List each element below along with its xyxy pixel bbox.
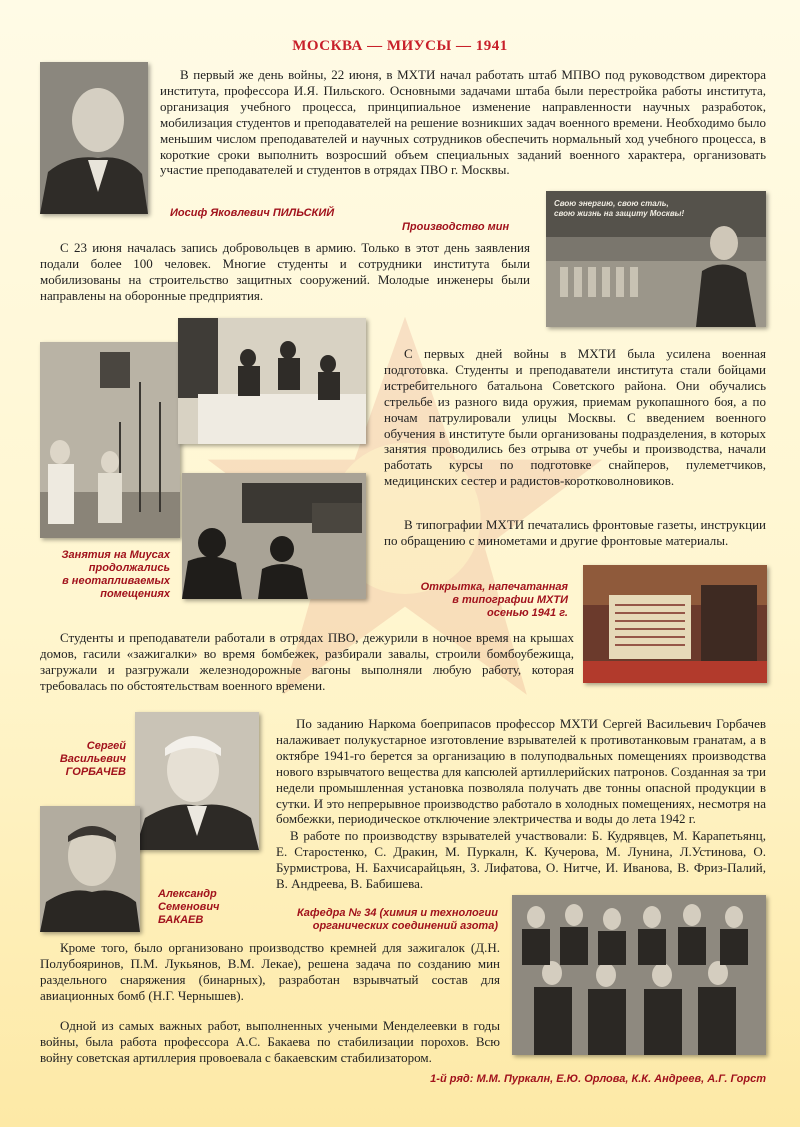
poster-slogan: Свою энергию, свою сталь, свою жизнь на защиту Москвы! [554, 199, 685, 218]
photo-department-34 [512, 895, 766, 1055]
paragraph-intro: В первый же день войны, 22 июня, в МХТИ начал работать штаб МПВО под руководством директора института, профессора И.Я. Пильского. Основными задачами штаба были перестройка работы института, организация учебного процесса, принципиальное изменение направленности научных разработок, мобилизация студентов и преподавателей на решение возникших задач военного времени. Необходимо было меньшим числом преподавателей и научных сотрудников обеспечить нормальный ход учебного процесса, в короткие сроки выполнить возросший объем специальных заданий военного характера, организовать участие преподавателей и студентов в отрядах ПВО г. Москвы. [160, 67, 766, 178]
photo-mine-production [546, 191, 766, 327]
caption-department: Кафедра № 34 (химия и технологии органических соединений азота) [297, 907, 498, 932]
photo-laboratory [40, 342, 180, 538]
paragraph-air-defence: Студенты и преподаватели работали в отрядах ПВО, дежурили в ночное время на крышах домов, гасили «зажигалки» во время бомбежек, разбирали завалы, строили бомбоубежища, загружали и разгружали железнодорожные вагоны выполняли любую работу, которая требовалась по обстоятельствам военного времени. [40, 630, 574, 693]
paragraph-printing-house: В типографии МХТИ печатались фронтовые газеты, инструкции по обращению с минометами и другие фронтовые материалы. [384, 517, 766, 548]
caption-first-row: 1-й ряд: М.М. Пуркалн, Е.Ю. Орлова, К.К. Андреев, А.Г. Горст [430, 1073, 766, 1085]
portrait-gorbachev [135, 712, 259, 850]
portrait-pilsky [40, 62, 148, 214]
portrait-bakaev [40, 806, 140, 932]
paragraph-lighter-flints: Кроме того, было организовано производство кремней для зажигалок (Д.Н. Полубояринов, П.М. Лукьянов, В.М. Лекае), решена задача по созданию мин раздельного снаряжения (бинарных), разработан взрывчатый состав для авиационных бомб (Н.Г. Чернышев). [40, 940, 500, 1003]
paragraph-participants: В работе по производству взрывателей участвовали: Б. Кудрявцев, М. Карапетьянц, Е. Старостенко, С. Дракин, М. Пуркалн, К. Кучерова, М. Лунина, Л.Устинова, О. Бурмистрова, Н. Бахчисарайцьян, З. Лифатова, О. Нитче, И. Иванова, В. Фриз-Палий, В. Андреева, В. Бабишева. [276, 828, 766, 891]
caption-bakaev: Александр Семенович БАКАЕВ [158, 888, 220, 926]
photo-cold-classroom [182, 473, 366, 599]
caption-gorbachev: Сергей Васильевич ГОРБАЧЕВ [59, 740, 126, 778]
caption-pilsky: Иосиф Яковлевич ПИЛЬСКИЙ [170, 207, 335, 219]
page-title: МОСКВА — МИУСЫ — 1941 [292, 38, 508, 54]
paragraph-military-training: С первых дней войны в МХТИ была усилена военная подготовка. Студенты и преподаватели института стали бойцами истребительного батальона Советского района. Они обучались стрельбе из разного вида оружия, приемам рукопашного боя, а по ночам патрулировали улицы Москвы. С введением военного обучения в институте были организованы подразделения, в которых занятия проводились без отрыва от учебы и производства, начали работать курсы по подготовке снайперов, пулеметчиков, медицинских сестер и радистов-коротковолновиков. [384, 346, 766, 489]
paragraph-gorbachev-production: По заданию Наркома боеприпасов профессор МХТИ Сергей Васильевич Горбачев налаживает полукустарное изготовление взрывателей к противотанковым гранатам, а в октябре 1941-го берется за организацию в полуподвальных помещениях производства нового взрывчатого вещества для капсюлей артиллерийских патронов. Созданная за три недели промышленная установка позволяла получать две тонны опасной продукции в сутки. И это непрерывное производство работало в холодных помещениях, несмотря на бомбежки, периодическое отключение электричества и воды до лета 1942 г. [276, 716, 766, 827]
caption-mines: Производство мин [402, 221, 510, 233]
caption-postcard: Открытка, напечатанная в типографии МХТИ осенью 1941 г. [420, 581, 568, 619]
caption-classes: Занятия на Миусах продолжались в неотапливаемых помещениях [61, 549, 170, 600]
image-postcard-1941 [583, 565, 767, 683]
photo-students-studying [178, 318, 366, 444]
paragraph-bakaev-stabilizer: Одной из самых важных работ, выполненных учеными Менделеевки в годы войны, была работа профессора А.С. Бакаева по стабилизации порохов. Всю войну советская артиллерия провоевала с бакаевским стабилизатором. [40, 1018, 500, 1065]
paragraph-volunteers: С 23 июня началась запись добровольцев в армию. Только в этот день заявления подали более 100 человек. Многие студенты и сотрудники института были мобилизованы на строительство защитных сооружений. Молодые инженеры были направлены на оборонные предприятия. [40, 240, 530, 303]
